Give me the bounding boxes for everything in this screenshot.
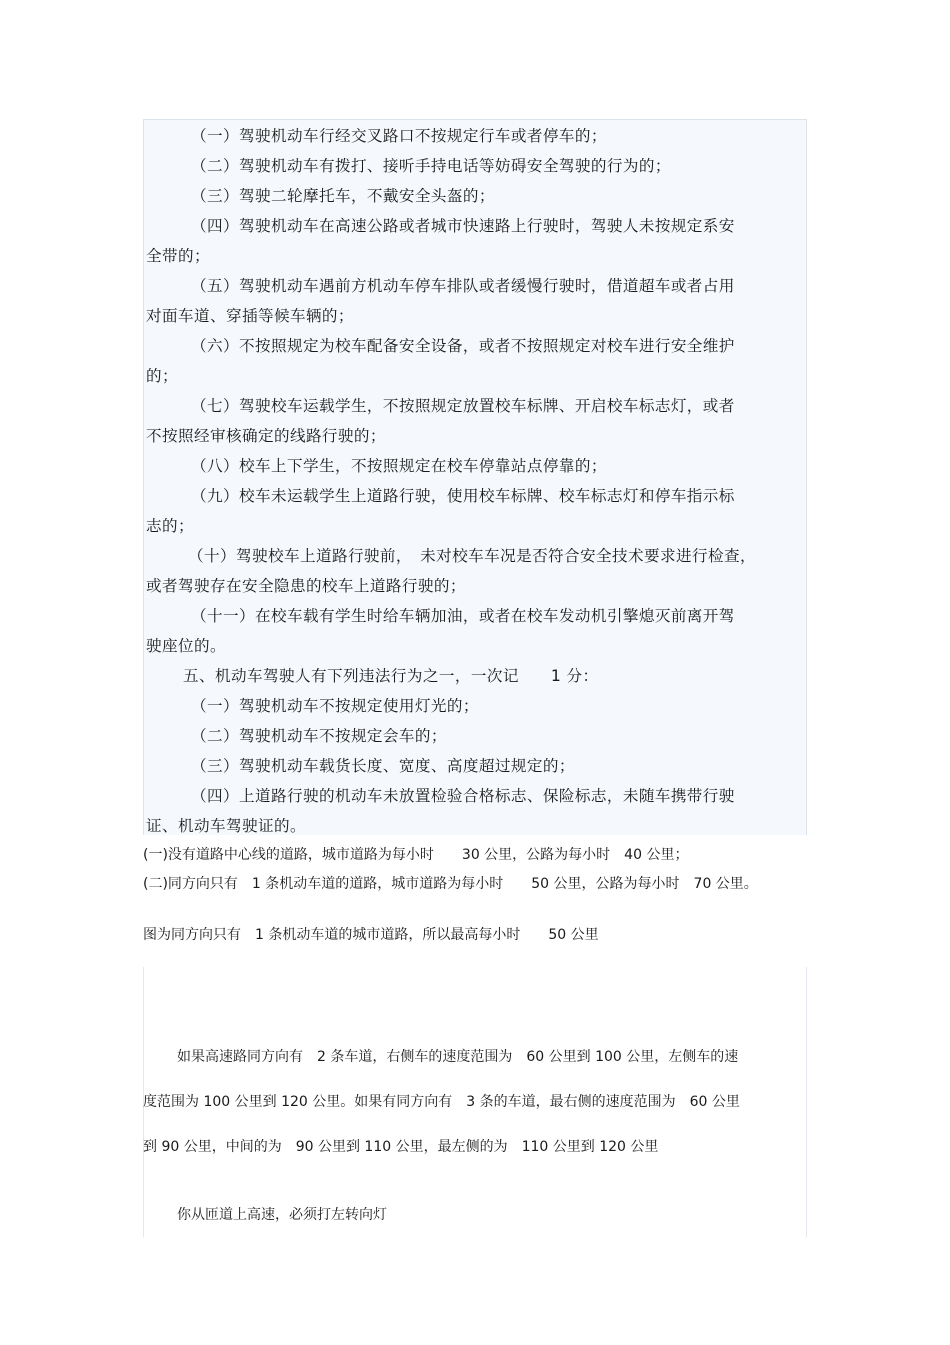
speed-line-2: (二)同方向只有 1 条机动车道的道路，城市道路为每小时 50 公里，公路为每小时 70 公里。 (143, 876, 758, 892)
rule-line: （七）驾驶校车运载学生，不按照规定放置校车标牌、开启校车标志灯，或者 (191, 397, 735, 415)
speed-line-1: (一)没有道路中心线的道路，城市道路为每小时 30 公里，公路为每小时 40 公里； (143, 847, 689, 863)
ramp-note: 你从匝道上高速，必须打左转向灯 (177, 1207, 387, 1223)
rule-line: （六）不按照规定为校车配备安全设备，或者不按照规定对校车进行安全维护 (191, 337, 735, 355)
speed-line-3: 图为同方向只有 1 条机动车道的城市道路，所以最高每小时 50 公里 (143, 927, 599, 943)
highway-line-3: 到 90 公里，中间的为 90 公里到 110 公里，最左侧的为 110 公里到 120 公里 (143, 1139, 659, 1155)
rules-panel (143, 119, 807, 835)
rule-line: （三）驾驶机动车载货长度、宽度、高度超过规定的； (191, 757, 575, 775)
rule-line: （一）驾驶机动车不按规定使用灯光的； (191, 697, 479, 715)
rule-line: （五）驾驶机动车遇前方机动车停车排队或者缓慢行驶时，借道超车或者占用 (191, 277, 735, 295)
highway-line-2: 度范围为 100 公里到 120 公里。如果有同方向有 3 条的车道，最右侧的速度范围为 60 公里 (143, 1094, 740, 1110)
rule-line: （十一）在校车载有学生时给车辆加油，或者在校车发动机引擎熄灭前离开驾 (191, 607, 735, 625)
rule-line: 志的； (146, 517, 194, 535)
rule-line: （八）校车上下学生，不按照规定在校车停靠站点停靠的； (191, 457, 607, 475)
rule-line: （九）校车未运载学生上道路行驶，使用校车标牌、校车标志灯和停车指示标 (191, 487, 735, 505)
rule-line: （四）上道路行驶的机动车未放置检验合格标志、保险标志，未随车携带行驶 (191, 787, 735, 805)
rule-line: （四）驾驶机动车在高速公路或者城市快速路上行驶时，驾驶人未按规定系安 (191, 217, 735, 235)
rule-line: 证、机动车驾驶证的。 (146, 817, 306, 835)
rule-line: （二）驾驶机动车不按规定会车的； (191, 727, 447, 745)
rule-line: 的； (146, 367, 178, 385)
highway-line-1: 如果高速路同方向有 2 条车道，右侧车的速度范围为 60 公里到 100 公里，左侧车的速 (177, 1049, 739, 1065)
section-heading: 五、机动车驾驶人有下列违法行为之一，一次记 1 分： (183, 667, 599, 685)
rule-line: 不按照经审核确定的线路行驶的； (146, 427, 386, 445)
rule-line: 全带的； (146, 247, 210, 265)
rule-line: （三）驾驶二轮摩托车，不戴安全头盔的； (191, 187, 495, 205)
section-border-right (806, 967, 807, 1237)
rule-line: （一）驾驶机动车行经交叉路口不按规定行车或者停车的； (191, 127, 607, 145)
rule-line: （十）驾驶校车上道路行驶前， 未对校车车况是否符合安全技术要求进行检查， (188, 547, 756, 565)
rule-line: 对面车道、穿插等候车辆的； (146, 307, 354, 325)
rule-line: 驶座位的。 (146, 637, 226, 655)
rule-line: （二）驾驶机动车有拨打、接听手持电话等妨碍安全驾驶的行为的； (191, 157, 671, 175)
rule-line: 或者驾驶存在安全隐患的校车上道路行驶的； (146, 577, 466, 595)
